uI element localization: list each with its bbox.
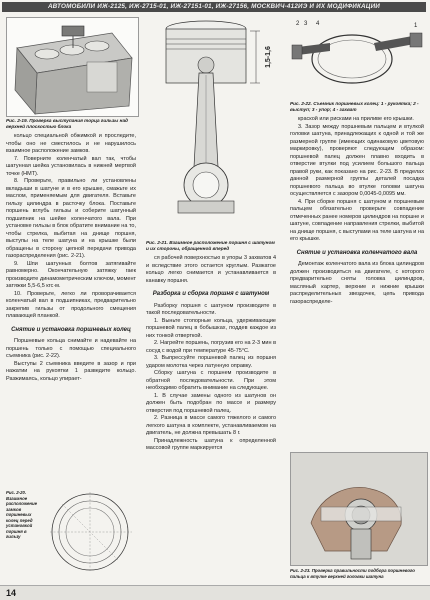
running-header: АВТОМОБИЛИ ИЖ-2125, ИЖ-2715-01, ИЖ-27151-01, ИЖ-27156, МОСКВИЧ-412ИЭ И ИХ МОДИФИКАЦИИ (2, 2, 426, 12)
figure-2-23-caption (290, 568, 426, 579)
paragraph: 1. Выньте стопорные кольца, удерживающие поршневой палец в бобышках, поддев каждое из них тонкой отверткой. (146, 317, 276, 339)
caption-number: Рис. 2-22. (290, 101, 312, 106)
pin-fit-check-illustration (291, 453, 427, 565)
cylinder-block-illustration (7, 18, 138, 116)
paragraph: 7. Поверните коленчатый вал так, чтобы шатунная шейка установилась в нижней мертвой точке (НМТ). (6, 155, 136, 177)
label-2: 2 (296, 21, 300, 27)
middle-column (146, 238, 276, 453)
dimension-label: 1,5-1,6 (265, 46, 272, 68)
caption-text: Проверка правильности подбора поршневого пальца к втулке верхней головки шатуна (290, 568, 415, 579)
caption-number: Рис. 2-21. (146, 240, 168, 245)
paragraph: Разборку поршня с шатуном производите в такой последовательности. (146, 302, 276, 316)
left-column (6, 116, 136, 383)
ring-remover-tool (290, 17, 426, 97)
figure-2-23 (290, 452, 428, 566)
figure-2-20-caption (6, 490, 36, 540)
label-3: 3 (304, 21, 308, 27)
paragraph: Принадлежность шатуна к определенной массовой группе маркируется (146, 437, 276, 451)
paragraph: 3. Выпрессуйте поршневой палец из поршня ударом молотка через латунную оправку. (146, 355, 276, 369)
paragraph: 3. Зазор между поршневым пальцем и втулкой головки шатуна, принадлежащих к одной и той же размерной группе (имеющих одинаковую цветовую маркировку), проверяют следующим образом: поршневой палец должен плавно входить в отверстие втулки под усилием большого пальца правой руки, как показано на рис. 2-23. В пределах данной размерной группы деталей посадка поршневого пальца во втулке головки шатуна осуществляется с зазором 0,0045-0,0095 мм. (290, 123, 424, 197)
paragraph: 2. Нагрейте поршень, погрузив его на 2-3 мин в сосуд с водой при температуре 45-75°С. (146, 340, 276, 354)
page-number: 14 (6, 588, 17, 598)
figure-2-23-caption-block (290, 566, 426, 582)
figure-2-21 (146, 17, 282, 235)
paragraph: Выступы 2 съемника введите в зазор и при нажатии на рукоятки 1 разведите кольцо. Разжимаясь, кольцо упирает- (6, 360, 136, 382)
footer-bar (0, 585, 430, 600)
paragraph: 4. При сборке поршня с шатуном и поршневым пальцем обязательно проверьте совпадение отмеченных ранее номеров цилиндров на поршне и шатуне, совпадение направления стрелки, выбитой на днище поршня, с выступами на теле шатуна и на его крышке. (290, 198, 424, 242)
caption-number: Рис. 2-23. (290, 568, 311, 573)
right-column (290, 99, 424, 306)
label-1: 1 (414, 23, 418, 29)
figure-2-20-caption-block (6, 488, 36, 543)
paragraph: 2. Разница в массе самого тяжелого и самого легкого шатуна в комплекте, устанавливаемом на двигатель, не должна превышать 8 г. (146, 415, 276, 436)
label-4: 4 (316, 21, 320, 27)
caption-text: Взаимное расположение замков поршневых колец перед установкой поршня в гильзу (6, 495, 38, 539)
caption-text: Съемник поршневых колец: 1 - рукоятка; 2 - выступ; 3 - упор; 4 - захват (290, 101, 419, 112)
figure-2-22 (290, 17, 426, 97)
paragraph: 1. В случае замены одного из шатунов он должен быть подобран по массе и размеру отверстия под поршневой палец. (146, 392, 276, 414)
piston-rod-illustration (146, 17, 282, 235)
figure-2-19 (6, 17, 139, 117)
paragraph: Демонтаж коленчатого вала из блока цилиндров должен производиться на двигателе, с которого предварительно сняты головка цилиндров, масляный картер, верхние и нижние крышки распределительных звездочек, цепь привода газораспределе- (290, 261, 424, 305)
figure-2-22-caption (290, 101, 424, 113)
piston-rings-top-view (40, 488, 137, 572)
paragraph: Сборку шатуна с поршнем производите в обратной последовательности. При этом необходимо обратить внимание на следующее. (146, 370, 276, 391)
section-heading-camshaft: Снятие и установка коленчатого вала (296, 249, 418, 256)
caption-text: Взаимное расположение поршня с шатуном и их стороны, обращенной вперед (146, 240, 275, 251)
paragraph: Поршневые кольца снимайте и надевайте на поршень только с помощью специального съемника (рис. 2-22). (6, 338, 136, 359)
caption-number: Рис. 2-20. (6, 490, 27, 495)
paragraph: 10. Проверьте, легко ли проворачивается коленчатый вал в подшипниках, предварительно закрепив гильзы от продольного смещения плавающей планкой. (6, 290, 136, 319)
paragraph: краской или рисками на приливе его крышки. (298, 116, 414, 122)
section-heading-rings: Снятие и установка поршневых колец (11, 326, 131, 333)
paragraph: кольцо специальной обжимкой и проследите, чтобы оно не сместилось и не нарушилось взаимное расположение замков. (6, 133, 136, 154)
figure-2-21-caption (146, 240, 276, 252)
caption-number: Рис. 2-19. (6, 118, 28, 123)
figure-2-20 (40, 488, 137, 572)
caption-text: Проверка выступания торца гильзы над верхней плоскостью блока (6, 118, 128, 129)
paragraph: 9. Шпи шатунных болтов затягивайте равномерно. Окончательную затяжку гаек производите динамометрическим ключом, момент затяжки 5,5-6,5 кгс·м. (6, 260, 136, 289)
paragraph: ся рабочей поверхностью в упоры 3 захватов 4 и вследствие этого остается круглым. Разжатое кольцо легко снимается и устанавливается в канавку поршня. (146, 255, 276, 284)
paragraph: 8. Проверьте, правильно ли установлены вкладыши в шатуне и в его крышке, смажьте их маслом, применяемым для двигателя. Вставьте гильзу цилиндра в расточку блока. Поставьте поршень вглубь гильзы и соберите шатунный подшипник на шейке коленчатого вала. При установке гильзы в блок обратите внимание на то, чтобы стрелка, выбитая на днище поршня, выступы на теле шатуна и на крышке были обращены в сторону цепной передачи привода газораспределения (рис. 2-21). (6, 178, 136, 259)
figure-2-19-caption (6, 118, 136, 130)
section-heading-assembly: Разборка и сборка поршня с шатуном (152, 291, 270, 297)
